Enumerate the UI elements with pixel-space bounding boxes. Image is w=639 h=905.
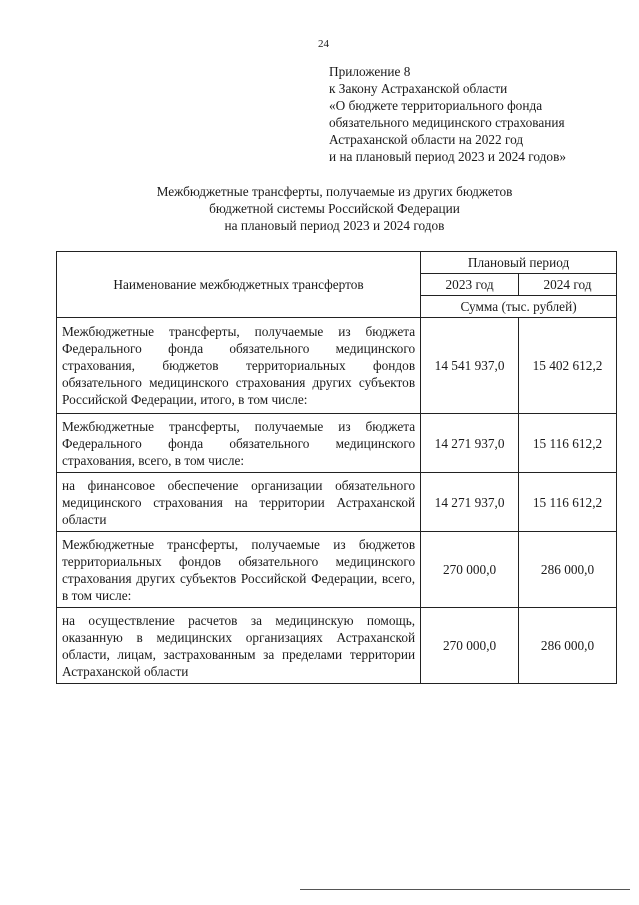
document-title: [0, 183, 639, 234]
table-row: [57, 414, 617, 473]
appendix-line: «О бюджете территориального фонда: [329, 98, 543, 113]
amount-2024: 15 116 612,2: [519, 414, 617, 473]
amount-2023: 14 271 937,0: [421, 414, 519, 473]
amount-2023: 270 000,0: [421, 532, 519, 608]
amount-2023: 270 000,0: [421, 608, 519, 684]
appendix-line: Приложение 8: [329, 64, 411, 79]
year-2023-header: 2023 год: [421, 274, 519, 296]
appendix-line: обязательного медицинского страхования: [329, 115, 565, 130]
title-line: на плановый период 2023 и 2024 годов: [224, 218, 445, 233]
table-row: [57, 473, 617, 532]
transfer-name: Межбюджетные трансферты, получаемые из бюджета Федерального фонда обязательного медицинского страхования, всего, в том числе:: [57, 414, 421, 473]
page-number: 24: [318, 38, 329, 50]
appendix-line: к Закону Астраханской области: [329, 81, 508, 96]
transfer-name: Межбюджетные трансферты, получаемые из бюджета Федерального фонда обязательного медицинского страхования, бюджетов территориальных фондов обязательного медицинского страхования других субъектов Российской Федерации, итого, в том числе:: [57, 318, 421, 414]
scan-edge-divider: [300, 889, 630, 890]
planned-period-header: Плановый период: [421, 252, 617, 274]
transfers-table: [56, 251, 617, 684]
title-line: бюджетной системы Российской Федерации: [209, 201, 460, 216]
title-line: Межбюджетные трансферты, получаемые из других бюджетов: [156, 184, 513, 199]
transfer-name: на осуществление расчетов за медицинскую помощь, оказанную в медицинских организациях Астраханской области, лицам, застрахованным за пределами территории Астраханской области: [57, 608, 421, 684]
appendix-reference: [329, 63, 566, 165]
amount-2024: 286 000,0: [519, 532, 617, 608]
table-row: [57, 532, 617, 608]
appendix-line: и на плановый период 2023 и 2024 годов»: [329, 149, 566, 164]
amount-2024: 15 402 612,2: [519, 318, 617, 414]
appendix-line: Астраханской области на 2022 год: [329, 132, 524, 147]
transfer-name: Межбюджетные трансферты, получаемые из бюджетов территориальных фондов обязательного медицинского страхования других субъектов Российской Федерации, всего, в том числе:: [57, 532, 421, 608]
transfer-name: на финансовое обеспечение организации обязательного медицинского страхования на территории Астраханской области: [57, 473, 421, 532]
amount-2024: 286 000,0: [519, 608, 617, 684]
name-column-header: Наименование межбюджетных трансфертов: [57, 252, 421, 318]
amount-2024: 15 116 612,2: [519, 473, 617, 532]
amount-2023: 14 541 937,0: [421, 318, 519, 414]
year-2024-header: 2024 год: [519, 274, 617, 296]
amount-unit-header: Сумма (тыс. рублей): [421, 296, 617, 318]
table-row: [57, 318, 617, 414]
amount-2023: 14 271 937,0: [421, 473, 519, 532]
table-row: [57, 608, 617, 684]
